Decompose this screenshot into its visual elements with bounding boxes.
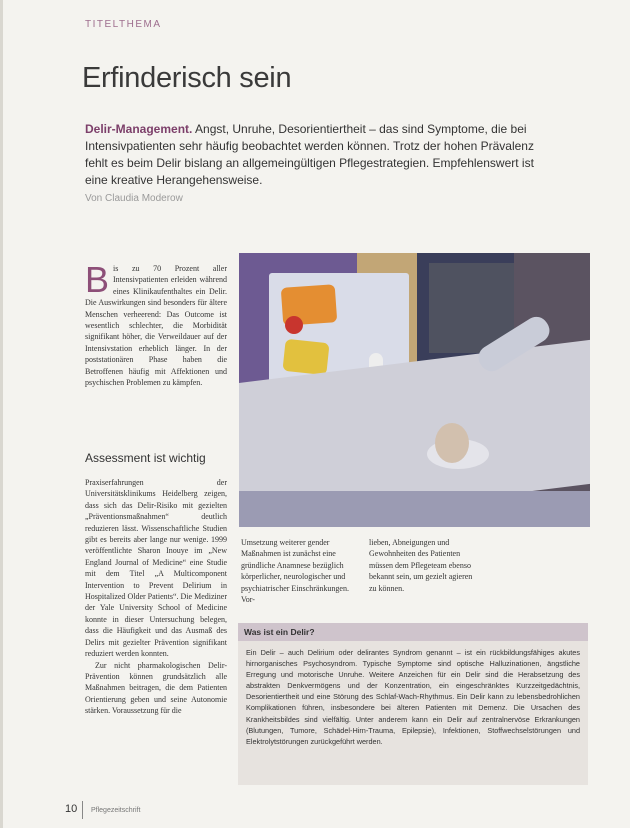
body-paragraph: Zur nicht pharmakologischen Delir-Prävention können grundsätzlich alle Maßnahmen beitragen, die dem Patienten Orientierung geben und seine Autonomie stärken. Voraussetzung für die xyxy=(85,660,227,716)
info-box xyxy=(238,623,588,785)
info-box-title: Was ist ein Delir? xyxy=(238,623,588,641)
article-lead xyxy=(85,121,555,189)
lead-text: Angst, Unruhe, Desorientiertheit – das sind Symptome, die bei Intensivpatienten sehr häufig beobachtet werden können. Trotz der hohen Prävalenz fehlt es beim Delir bislang an allgemeingültigen Pflegestrategien. Empfehlenswert ist eine kreative Herangehensweise. xyxy=(85,122,534,188)
body-paragraph: Praxiserfahrungen der Universitätsklinikums Heidelberg zeigen, dass sich das Delir-Risiko mit gezielten „Präventionsmaßnahmen“ deutlich reduzieren lässt. Wissenschaftliche Studien gibt es bereits aber lange nur wenige. 1999 veröffentlichte Sharon Inouye im „New England Journal of Medicine“ eine Studie mit dem Titel „A Multicomponent Intervention to Prevent Delirium in Hospitalized Older Patients“. Die Mediziner der Yale University School of Medicine konnte in dieser Untersuchung belegen, dass die Häufigkeit und das Ausmaß des Delirs mit gezielter Prävention signifikant reduziert werden konnten. xyxy=(85,478,227,659)
article-photo xyxy=(239,253,590,527)
body-paragraph: is zu 70 Prozent aller Intensivpatienten erleiden während eines Klinikaufenthaltes ein Delir. Die Auswirkungen sind besonders für ältere Menschen verheerend: Das Outcome ist wesentlich schlechter, die Morbidität signifikant höher, die Verweildauer auf der Intensivstation erheblich länger. In der poststationären Phase haben die Betroffenen häufig mit Affektionen und psychischen Problemen zu kämpfen. xyxy=(85,264,227,388)
article-title: Erfinderisch sein xyxy=(82,62,292,94)
body-column-1-intro xyxy=(85,259,227,435)
section-rubric: TITELTHEMA xyxy=(85,19,162,30)
section-subheading: Assessment ist wichtig xyxy=(85,451,206,465)
article-author: Von Claudia Moderow xyxy=(85,193,183,204)
drop-cap: B xyxy=(85,259,110,300)
body-paragraph: Umsetzung weiterer gender Maßnahmen ist zunächst eine gründliche Anamnese bezüglich körperlicher, neurologischer und psychiatrischer Einschränkungen. Vor- xyxy=(241,538,349,605)
magazine-name: Pflegezeitschrift xyxy=(91,807,141,814)
body-column-3 xyxy=(369,537,479,599)
body-column-2 xyxy=(241,537,351,605)
lead-keyword: Delir-Management. xyxy=(85,122,193,136)
body-paragraph: lieben, Abneigungen und Gewohnheiten des Patienten müssen dem Pflegeteam ebenso bekannt sein, um gezielt agieren zu können. xyxy=(369,538,473,593)
patient-head xyxy=(435,423,469,463)
info-box-text: Ein Delir – auch Delirium oder delirantes Syndrom genannt – ist ein rückbildungsfähiges akutes hirnorganisches Psychosyndrom. Typische Symptome sind optische Halluzinationen, ängstliche Erregung und motorische Unruhe. Weitere Anzeichen für ein Delir sind die Herabsetzung des abstrakten Denkvermögens und der Konzentration, ein eingeschränktes Kurzzeitgedächtnis, Desorientiertheit und eine Störung des Schlaf-Wach-Rhythmus. Ein Delir kann zu lebensbedrohlichen Komplikationen führen, insbesondere bei älteren Patienten mit Demenz. Die Ursachen des Krankheitsbildes sind vielfältig. Unter anderem kann ein Delir auf zentralnervöse Erkrankungen (Blutungen, Tumore, Schädel-Hirn-Trauma, Epilepsie), Infektionen, Stoffwechselstörungen und Elektrolytstörungen zurückgeführt werden. xyxy=(246,648,580,746)
page-number: 10 xyxy=(65,803,78,815)
page-edge xyxy=(0,0,3,828)
body-column-1 xyxy=(85,477,227,795)
footer-divider xyxy=(82,801,83,819)
